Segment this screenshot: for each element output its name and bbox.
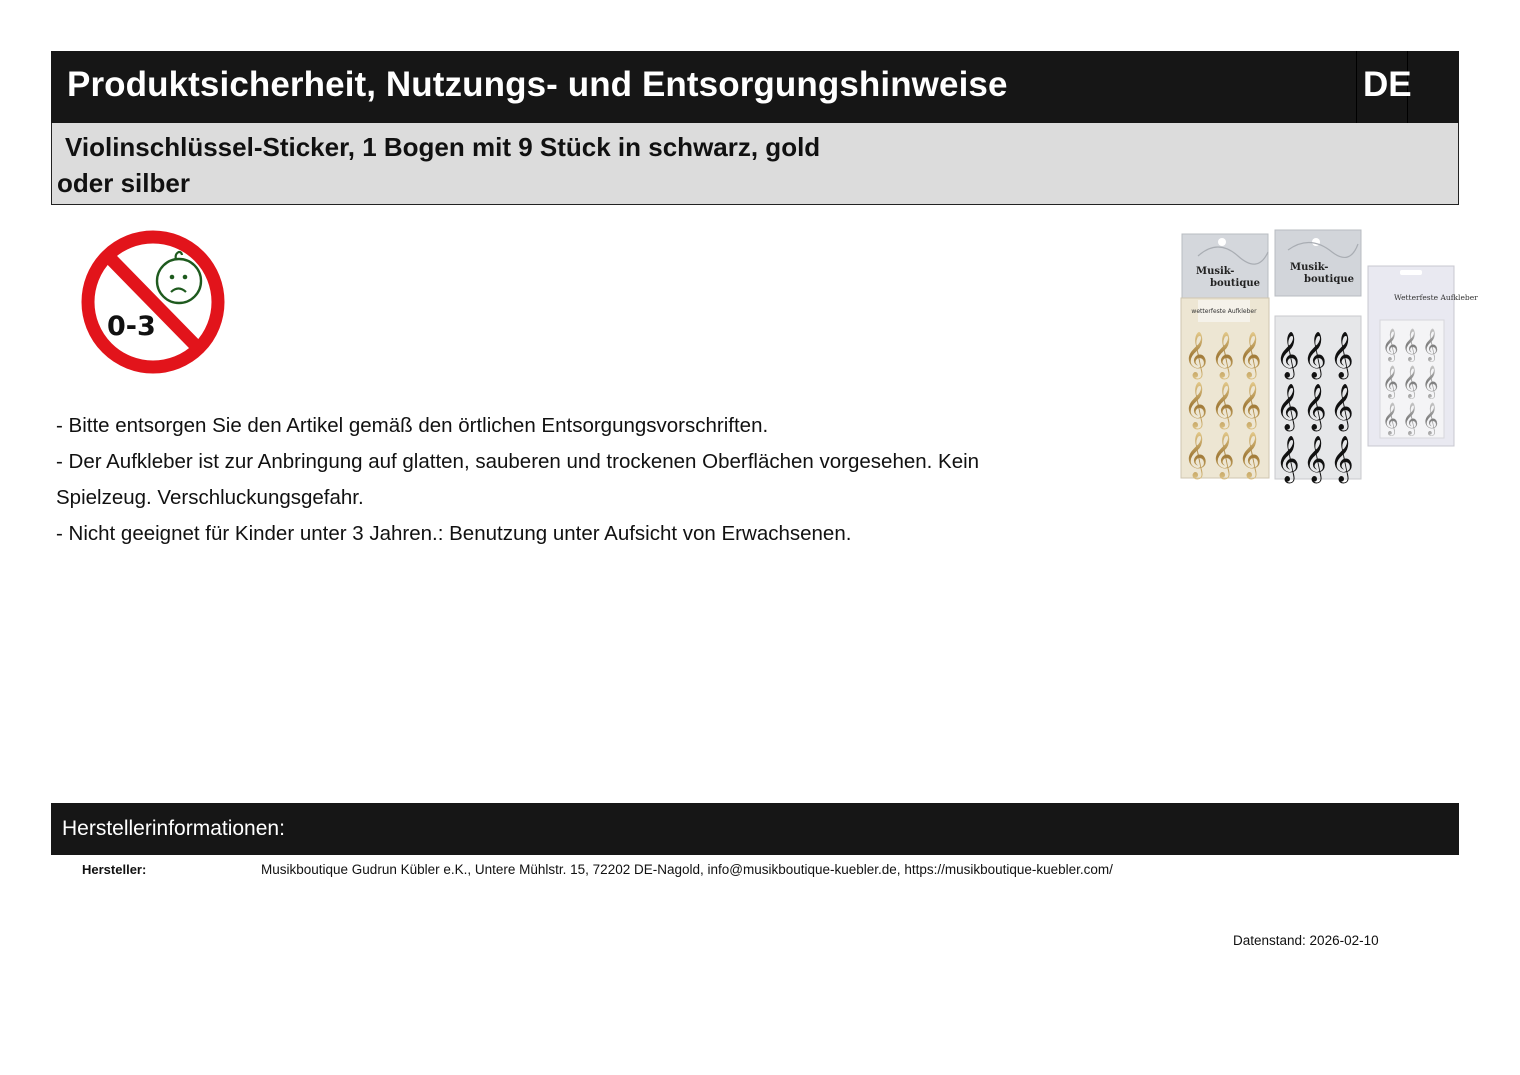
treble-clef-icon: 𝄞 [1422,402,1439,435]
page-title: Produktsicherheit, Nutzungs- und Entsorgungshinweise [67,65,1008,104]
sticker-pack-gold [1181,234,1269,480]
page-header [51,51,1459,123]
treble-clef-icon: 𝄞 [1330,384,1354,430]
treble-clef-icon: 𝄞 [1382,328,1399,361]
treble-clef-icon: 𝄞 [1211,382,1235,428]
treble-clef-icon: 𝄞 [1303,384,1327,430]
treble-clef-icon: 𝄞 [1422,328,1439,361]
treble-clef-icon: 𝄞 [1402,365,1419,398]
treble-clef-icon: 𝄞 [1382,402,1399,435]
treble-clef-icon: 𝄞 [1184,332,1208,378]
product-name-box [51,123,1459,205]
sticker-pack-silver [1368,266,1478,446]
pack-card-line1: Musik- [1290,262,1329,273]
product-title-line-1: Violinschlüssel-Sticker, 1 Bogen mit 9 Stück in schwarz, gold [65,132,821,162]
product-title [57,129,877,201]
language-badge [1356,51,1412,123]
treble-clef-icon: 𝄞 [1238,332,1262,378]
instruction-line: - Der Aufkleber ist zur Anbringung auf glatten, sauberen und trockenen Oberflächen vorgesehen. Kein [56,450,980,473]
treble-clef-icon: 𝄞 [1422,365,1439,398]
manufacturer-label: Hersteller: [82,862,147,877]
treble-clef-icon: 𝄞 [1276,436,1300,482]
treble-clef-icon: 𝄞 [1330,332,1354,378]
treble-clef-icon: 𝄞 [1276,332,1300,378]
instruction-line: Spielzeug. Verschluckungsgefahr. [56,486,364,509]
no-children-under-3-icon [78,228,228,376]
treble-clef-icon: 𝄞 [1276,384,1300,430]
treble-clef-icon: 𝄞 [1184,432,1208,478]
treble-clef-icon: 𝄞 [1303,332,1327,378]
age-label: 0-3 [107,311,156,342]
pack-card-line2: boutique [1210,278,1260,289]
pack-card-line1: Musik- [1196,266,1235,277]
language-code: DE [1363,65,1412,104]
data-date: Datenstand: 2026-02-10 [1233,933,1379,948]
product-image [1178,228,1478,484]
treble-clef-icon: 𝄞 [1303,436,1327,482]
treble-clef-icon: 𝄞 [1211,432,1235,478]
treble-clef-icon: 𝄞 [1238,382,1262,428]
pack-label: Wetterfeste Aufkleber [1394,293,1478,302]
treble-clef-icon: 𝄞 [1238,432,1262,478]
treble-clef-icon: 𝄞 [1382,365,1399,398]
instruction-line: - Bitte entsorgen Sie den Artikel gemäß den örtlichen Entsorgungsvorschriften. [56,414,769,437]
instruction-line: - Nicht geeignet für Kinder unter 3 Jahren.: Benutzung unter Aufsicht von Erwachsenen. [56,522,852,545]
manufacturer-details: Musikboutique Gudrun Kübler e.K., Untere Mühlstr. 15, 72202 DE-Nagold, info@musikboutique-kuebler.de, https://musikboutique-kuebler.com/ [261,862,1113,877]
treble-clef-icon: 𝄞 [1211,332,1235,378]
instructions-text [56,408,1066,552]
product-title-line-2: oder silber [57,168,190,198]
manufacturer-header [51,803,1459,855]
sticker-pack-black [1275,230,1361,484]
treble-clef-icon: 𝄞 [1402,402,1419,435]
manufacturer-heading: Herstellerinformationen: [62,817,285,840]
treble-clef-icon: 𝄞 [1330,436,1354,482]
treble-clef-icon: 𝄞 [1402,328,1419,361]
treble-clef-icon: 𝄞 [1184,382,1208,428]
pack-label: wetterfeste Aufkleber [1191,308,1257,315]
pack-card-line2: boutique [1304,274,1354,285]
